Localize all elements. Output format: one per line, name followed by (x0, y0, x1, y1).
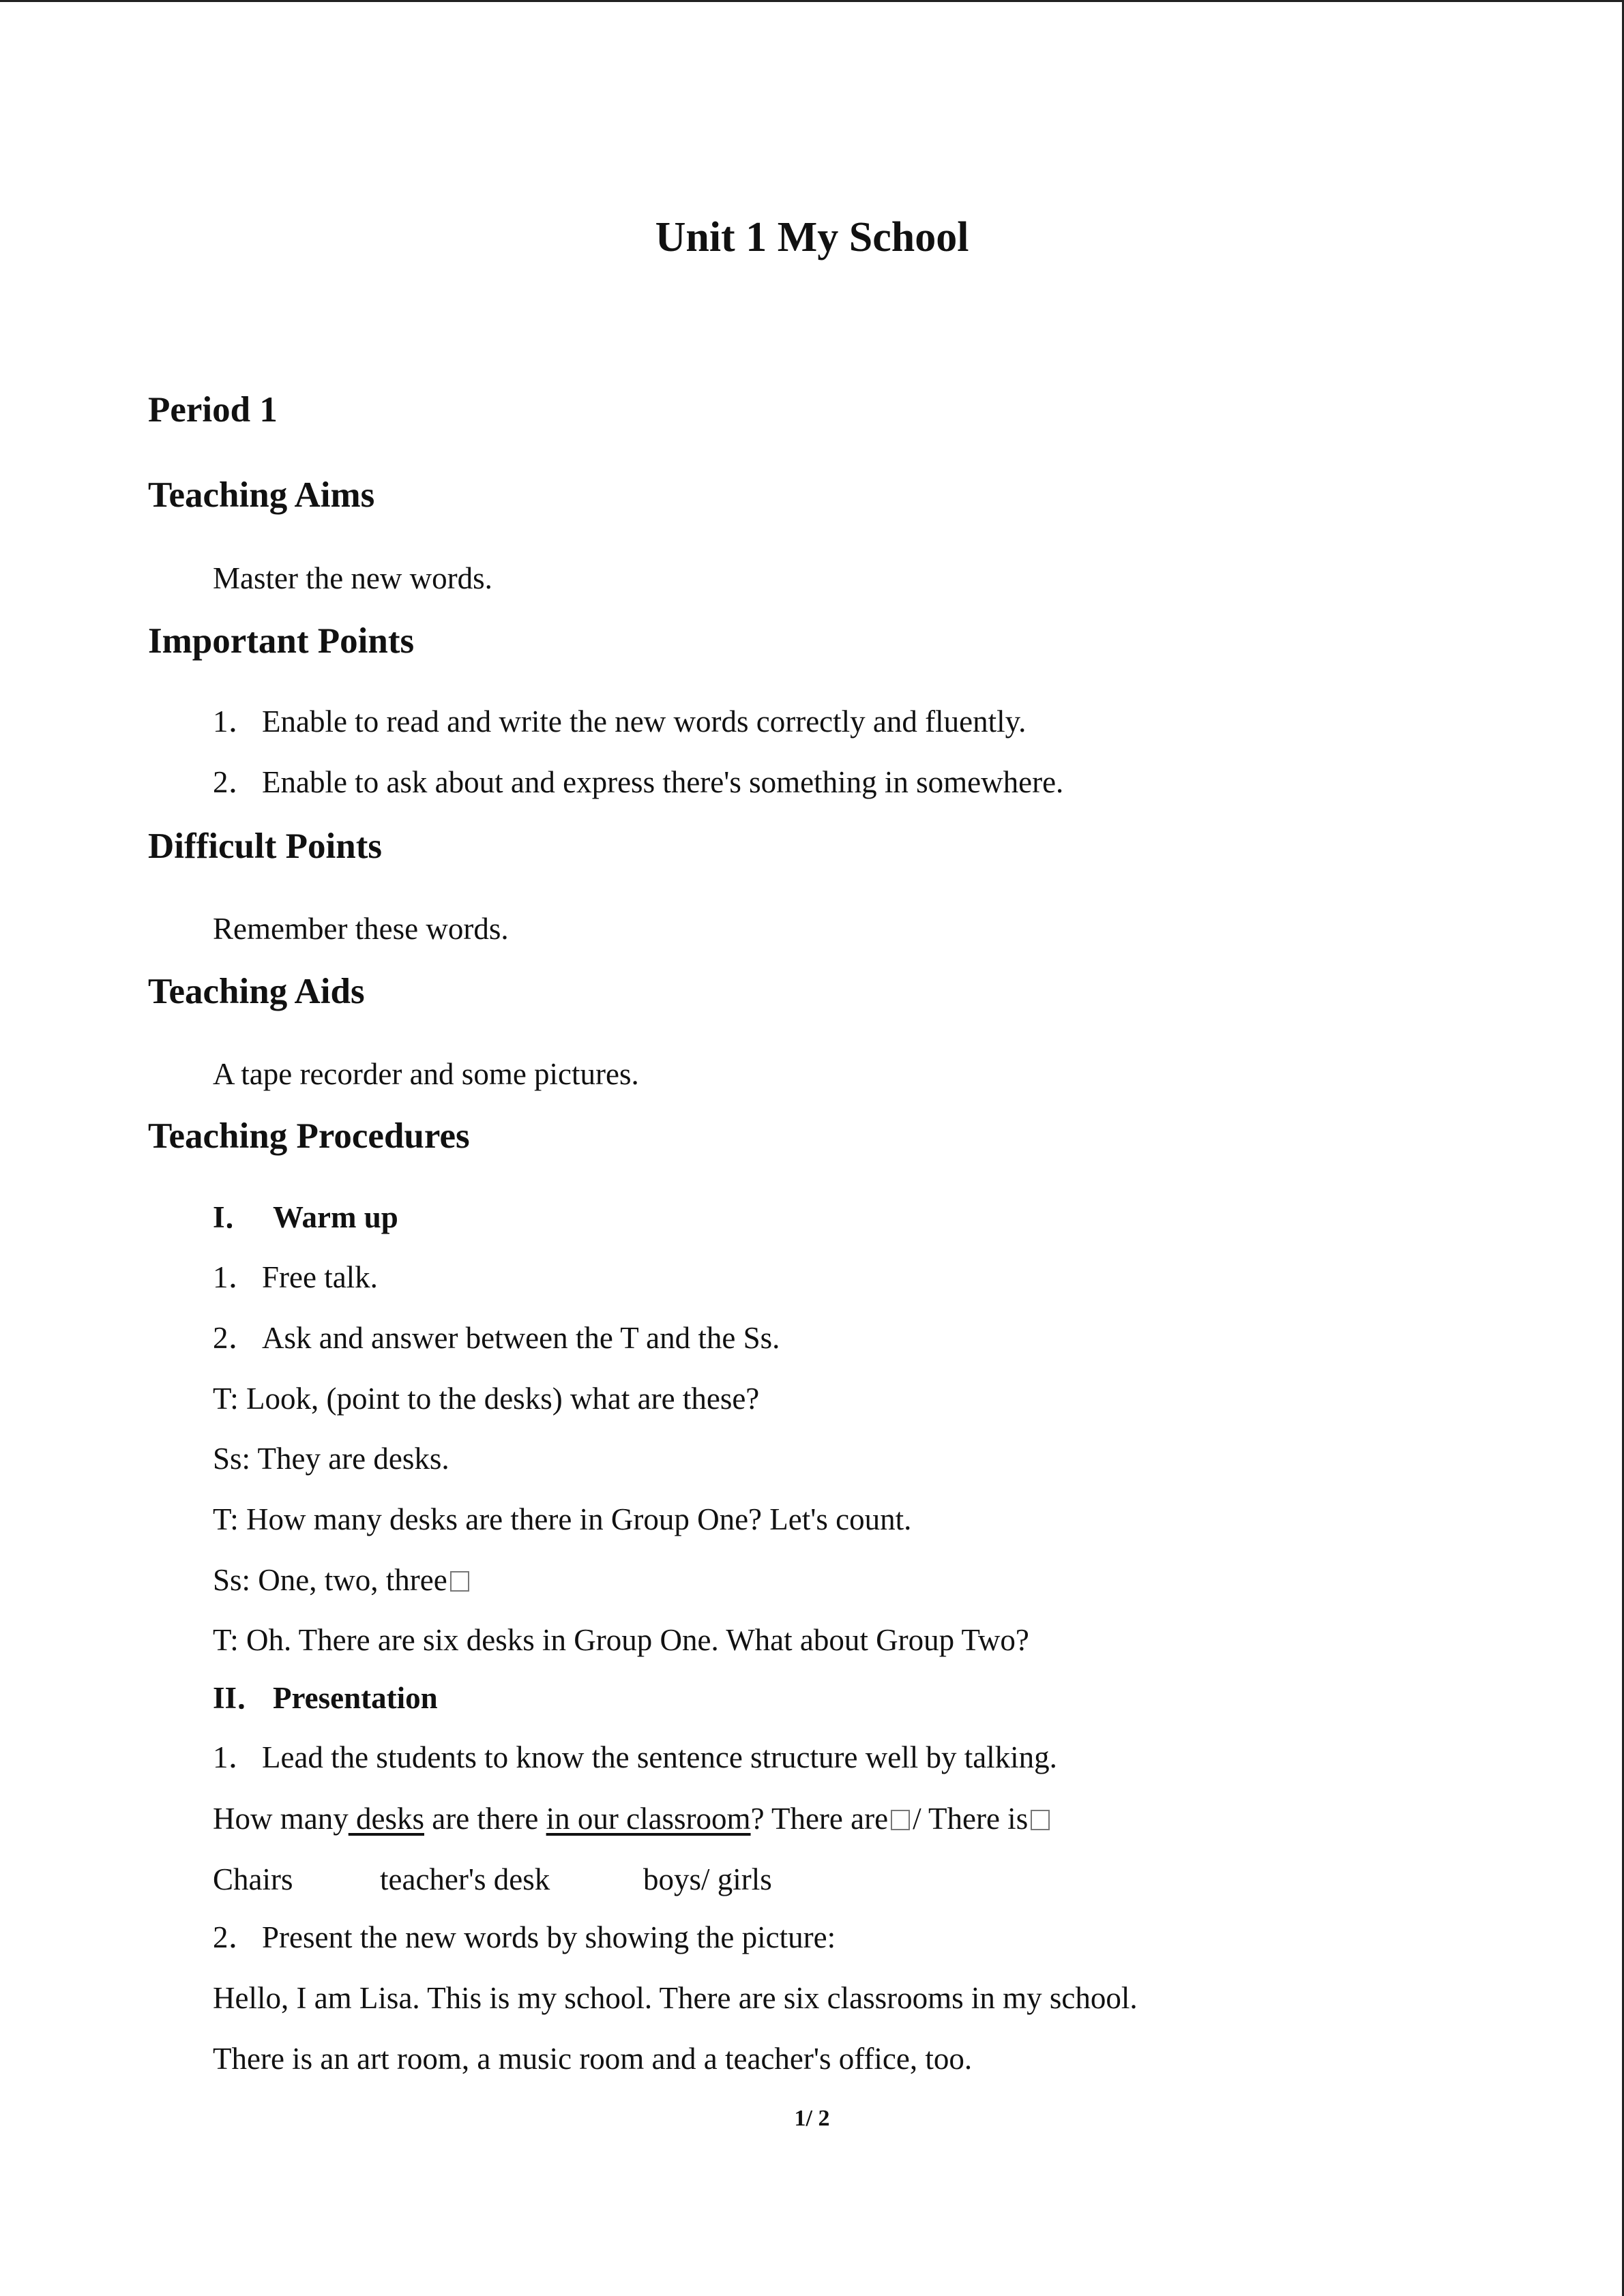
dialogue-line-1: T: Look, (point to the desks) what are these? (213, 1382, 760, 1416)
difficult-points-text: Remember these words. (213, 912, 509, 946)
structure-text: How many (213, 1802, 349, 1836)
warm-up-heading (213, 1197, 398, 1238)
important-point-1 (213, 701, 1026, 742)
period-heading: Period 1 (148, 390, 278, 430)
section-number: II． (213, 1681, 268, 1715)
list-number: 1． (213, 704, 259, 739)
section-title: Warm up (273, 1200, 398, 1234)
dialogue-line-2: Ss: They are desks. (213, 1442, 449, 1476)
list-text: Present the new words by showing the picture: (262, 1920, 836, 1954)
list-number: 2． (213, 765, 259, 799)
teaching-aids-text: A tape recorder and some pictures. (213, 1057, 639, 1091)
teaching-aims-text: Master the new words. (213, 561, 492, 595)
dialogue-line-3: T: How many desks are there in Group One? Let's count. (213, 1502, 912, 1536)
structure-text: are there (424, 1802, 546, 1836)
list-text: Ask and answer between the T and the Ss. (262, 1321, 780, 1355)
structure-blank-place: in our classroom (546, 1802, 751, 1836)
page-number: 1/ 2 (794, 2106, 830, 2131)
list-text: Enable to read and write the new words correctly and fluently. (262, 704, 1027, 739)
list-text: Lead the students to know the sentence structure well by talking. (262, 1740, 1057, 1774)
missing-glyph-box (450, 1571, 469, 1592)
substitution-word: teacher's desk (380, 1862, 550, 1896)
list-number: 1． (213, 1740, 259, 1774)
page-border-top (0, 0, 1624, 2)
missing-glyph-box (1031, 1810, 1050, 1830)
teaching-aids-heading: Teaching Aids (148, 972, 365, 1011)
sentence-structure (213, 1798, 1052, 1839)
important-point-2 (213, 762, 1063, 803)
section-number: I． (213, 1200, 256, 1234)
structure-text: / There is (913, 1802, 1029, 1836)
warm-up-item-2 (213, 1317, 780, 1358)
substitution-word: Chairs (213, 1862, 293, 1896)
important-points-heading: Important Points (148, 621, 415, 661)
dialogue-text: Ss: One, two, three (213, 1563, 447, 1597)
missing-glyph-box (891, 1810, 910, 1830)
presentation-item-2 (213, 1917, 836, 1958)
structure-text: ? There are (750, 1802, 889, 1836)
list-text: Enable to ask about and express there's something in somewhere. (262, 765, 1064, 799)
section-title: Presentation (273, 1681, 438, 1715)
teaching-procedures-heading: Teaching Procedures (148, 1116, 470, 1156)
dialogue-line-4 (213, 1560, 472, 1600)
list-text: Free talk. (262, 1260, 378, 1294)
list-number: 2． (213, 1920, 259, 1954)
presentation-item-1 (213, 1737, 1057, 1778)
presentation-line-1: Hello, I am Lisa. This is my school. There are six classrooms in my school. (213, 1981, 1138, 2015)
list-number: 2． (213, 1321, 259, 1355)
presentation-line-2: There is an art room, a music room and a teacher's office, too. (213, 2042, 973, 2076)
warm-up-item-1 (213, 1257, 378, 1298)
presentation-heading (213, 1678, 438, 1718)
substitution-words (213, 1859, 772, 1900)
list-number: 1． (213, 1260, 259, 1294)
dialogue-line-5: T: Oh. There are six desks in Group One. What about Group Two? (213, 1623, 1029, 1657)
structure-blank-noun: desks (348, 1802, 424, 1836)
teaching-aims-heading: Teaching Aims (148, 475, 375, 515)
difficult-points-heading: Difficult Points (148, 826, 382, 866)
document-title: Unit 1 My School (655, 214, 969, 260)
substitution-word: boys/ girls (643, 1862, 772, 1896)
